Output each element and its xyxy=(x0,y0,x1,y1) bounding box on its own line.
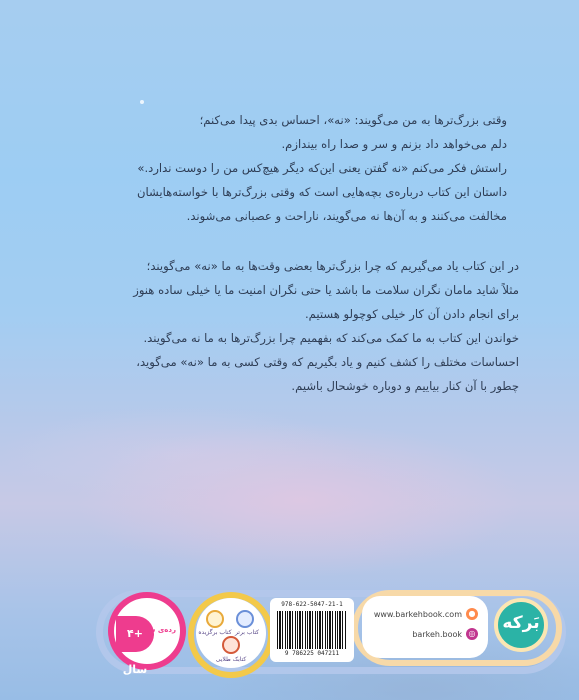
social-handle-text: barkeh.book xyxy=(412,629,462,639)
award-medal-icon xyxy=(236,610,254,628)
contact-panel xyxy=(362,596,488,658)
text-line: چطور با آن کنار بیاییم و دوباره خوشحال باشیم. xyxy=(291,379,519,393)
barcode-icon xyxy=(277,611,347,649)
website-text: www.barkehbook.com xyxy=(373,609,462,619)
text-line: وقتی بزرگ‌ترها به من می‌گویند: «نه»، احساس بدی پیدا می‌کنم؛ xyxy=(199,113,507,127)
isbn-barcode xyxy=(270,598,354,662)
text-line: خواندن این کتاب به ما کمک می‌کند که بفهمیم چرا بزرگ‌ترها به ما نه می‌گویند. xyxy=(143,331,519,345)
website-row xyxy=(374,608,478,620)
age-label: رده‌ی سنی xyxy=(138,626,176,634)
isbn-number: 978-622-5047-21-1 xyxy=(281,601,343,608)
text-line: احساسات مختلف را کشف کنیم و یاد بگیریم که وقتی کسی به ما «نه» می‌گوید، xyxy=(136,355,519,369)
instagram-icon: ◎ xyxy=(466,628,478,640)
age-rating-badge xyxy=(108,592,186,676)
globe-icon: ● xyxy=(466,608,478,620)
description-paragraph-2 xyxy=(53,254,519,398)
publisher-logo-text: بَرکه xyxy=(502,613,540,633)
award-label: کتاب برگزیده xyxy=(198,629,232,636)
text-line: مخالفت می‌کنند و به آن‌ها نه می‌گویند، ناراحت و عصبانی می‌شوند. xyxy=(186,209,507,223)
social-row xyxy=(412,628,478,640)
text-line: در این کتاب یاد می‌گیریم که چرا بزرگ‌ترها بعضی وقت‌ها به ما «نه» می‌گویند؛ xyxy=(146,259,519,273)
award-label: کتاب برتر xyxy=(234,629,259,636)
text-line: دلم می‌خواهد داد بزنم و سر و صدا راه بیندازم. xyxy=(281,137,507,151)
barcode-digits: 9 786225 047211 xyxy=(284,650,340,657)
description-paragraph-1 xyxy=(67,108,507,228)
text-line: برای انجام دادن آن کار خیلی کوچولو هستیم. xyxy=(304,307,519,321)
award-medal-icon xyxy=(222,636,240,654)
award-label: کتابک طلایی xyxy=(215,656,247,663)
text-line: راستش فکر می‌کنم «نه گفتن یعنی این‌که دیگر هیچ‌کس من را دوست ندارد.» xyxy=(137,161,507,175)
award-medal-icon xyxy=(206,610,224,628)
publisher-logo xyxy=(494,598,548,652)
awards-panel xyxy=(196,598,266,668)
text-line: داستان این کتاب درباره‌ی بچه‌هایی است که وقتی بزرگ‌ترها با خواسته‌هایشان xyxy=(136,185,507,199)
text-line: مثلاً شاید مامان نگران سلامت ما باشد یا حتی نگران امنیت ما یا خیلی ساده هنوز xyxy=(133,283,519,297)
sparkle-dot xyxy=(140,100,144,104)
age-range: +۴ سال xyxy=(116,616,154,652)
